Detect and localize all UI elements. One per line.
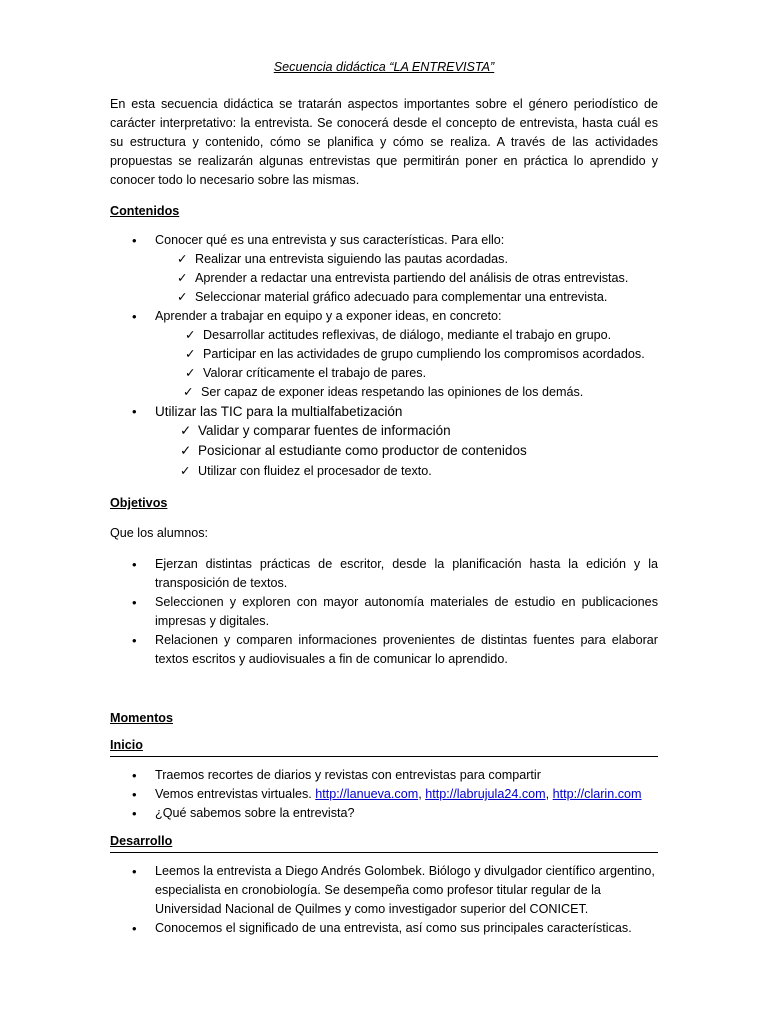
sub-list-item: ✓ Valorar críticamente el trabajo de pares.: [185, 364, 658, 383]
desarrollo-heading-row: [110, 832, 658, 853]
sub-list-item: ✓ Seleccionar material gráfico adecuado para complementar una entrevista.: [177, 288, 658, 307]
desarrollo-heading: Desarrollo: [110, 834, 173, 848]
sub-list-item: ✓ Participar en las actividades de grupo cumpliendo los compromisos acordados.: [185, 345, 658, 364]
sub-list-item: ✓ Ser capaz de exponer ideas respetando las opiniones de los demás.: [183, 383, 658, 402]
checkmark-icon: ✓: [177, 252, 188, 266]
list-item: [110, 231, 658, 307]
list-item-text: Utilizar las TIC para la multialfabetización: [155, 404, 403, 419]
inicio-heading: Inicio: [110, 738, 143, 752]
list-item: • ¿Qué sabemos sobre la entrevista?: [110, 804, 658, 823]
inicio-heading-row: [110, 736, 658, 757]
intro-paragraph: En esta secuencia didáctica se tratarán aspectos importantes sobre el género periodístico de carácter interpretativo: la entrevista. Se conocerá desde el concepto de entrevista, hasta cuál es su estructura y contenido, cómo se planifica y cómo se realiza. A través de las actividades propuestas se realizarán algunas entrevistas que permitirán poner en práctica lo aprendido y conocer todo lo necesario sobre las mismas.: [110, 97, 658, 187]
document-title: Secuencia didáctica “LA ENTREVISTA”: [273, 60, 495, 74]
link-lanueva[interactable]: http://lanueva.com: [315, 787, 419, 801]
link-labrujula24[interactable]: http://labrujula24.com: [425, 787, 546, 801]
list-item: • Leemos la entrevista a Diego Andrés Golombek. Biólogo y divulgador científico argentino, especialista en cronobiología. Se desempeña como profesor titular regular de la Universidad Nacional de Quilmes y como investigador superior del CONICET.: [110, 862, 658, 919]
objetivos-list: [110, 555, 658, 669]
checkmark-icon: ✓: [185, 366, 196, 380]
list-item: [110, 307, 658, 402]
list-item: • Conocemos el significado de una entrevista, así como sus principales características.: [110, 919, 658, 938]
checkmark-icon: ✓: [180, 443, 192, 458]
momentos-heading: Momentos: [110, 711, 173, 725]
link-clarin[interactable]: http://clarin.com: [552, 787, 642, 801]
checkmark-icon: ✓: [177, 290, 188, 304]
sub-list: [180, 421, 658, 481]
sub-list-item: ✓ Realizar una entrevista siguiendo las pautas acordadas.: [177, 250, 658, 269]
sub-list-item: ✓ Utilizar con fluidez el procesador de texto.: [180, 461, 658, 481]
checkmark-icon: ✓: [180, 464, 191, 478]
list-item-text: Aprender a trabajar en equipo y a exponer ideas, en concreto:: [155, 309, 502, 323]
checkmark-icon: ✓: [177, 271, 188, 285]
list-item: • Ejerzan distintas prácticas de escritor, desde la planificación hasta la edición y la transposición de textos.: [110, 555, 658, 593]
sub-list: [185, 326, 658, 402]
list-item: • Traemos recortes de diarios y revistas con entrevistas para compartir: [110, 766, 658, 785]
list-item: • Vemos entrevistas virtuales. http://lanueva.com, http://labrujula24.com, http://clarin.com: [110, 785, 658, 804]
desarrollo-list: [110, 862, 658, 938]
list-item: • Relacionen y comparen informaciones provenientes de distintas fuentes para elaborar textos escritos y audiovisuales a fin de comunicar lo aprendido.: [110, 631, 658, 669]
sub-list: [177, 250, 658, 307]
sub-list-item: ✓ Desarrollar actitudes reflexivas, de diálogo, mediante el trabajo en grupo.: [185, 326, 658, 345]
list-item: • Seleccionen y exploren con mayor autonomía materiales de estudio en publicaciones impresas y digitales.: [110, 593, 658, 631]
inicio-list: [110, 766, 658, 823]
checkmark-icon: ✓: [185, 328, 196, 342]
person-name: Diego Andrés Golombek: [285, 864, 422, 878]
objetivos-heading: Objetivos: [110, 496, 168, 510]
document-page: [110, 58, 658, 938]
checkmark-icon: ✓: [183, 385, 194, 399]
checkmark-icon: ✓: [185, 347, 196, 361]
list-item: [110, 402, 658, 481]
sub-list-item: ✓ Posicionar al estudiante como productor de contenidos: [180, 441, 658, 461]
contenidos-list: [110, 231, 658, 481]
sub-list-item: ✓ Aprender a redactar una entrevista partiendo del análisis de otras entrevistas.: [177, 269, 658, 288]
sub-list-item: ✓ Validar y comparar fuentes de información: [180, 421, 658, 441]
list-item-text: Conocer qué es una entrevista y sus características. Para ello:: [155, 233, 505, 247]
checkmark-icon: ✓: [180, 423, 192, 438]
objetivos-lead: Que los alumnos:: [110, 526, 209, 540]
contenidos-heading: Contenidos: [110, 204, 180, 218]
